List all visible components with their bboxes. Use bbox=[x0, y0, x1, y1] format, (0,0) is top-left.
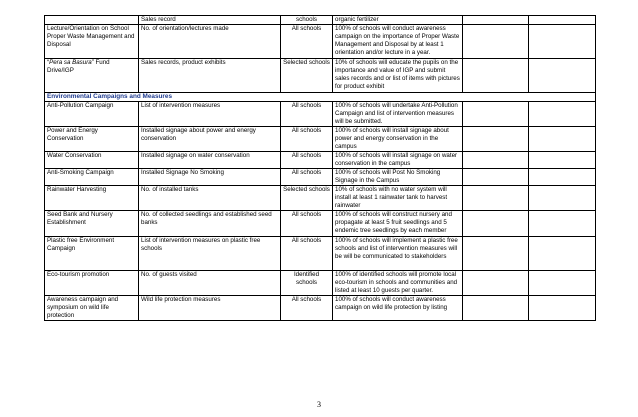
empty-cell bbox=[463, 152, 529, 169]
empty-cell bbox=[529, 186, 596, 211]
empty-cell bbox=[529, 25, 596, 59]
selection-cell: All schools bbox=[281, 102, 333, 127]
activity-italic: Pera sa Basura bbox=[49, 59, 92, 66]
empty-cell bbox=[529, 237, 596, 271]
empty-cell bbox=[529, 271, 596, 296]
open-quote: “ bbox=[47, 59, 50, 66]
table-row bbox=[45, 127, 596, 152]
selection-cell: All schools bbox=[281, 237, 333, 271]
activity-cell: Water Conservation bbox=[45, 152, 139, 169]
target-cell: 100% of schools will construct nursery and propagate at least 5 fruit seedlings and 5 endemic tree seedlings by each member bbox=[333, 211, 463, 237]
target-cell: 10% of schools with no water system will install at least 1 rainwater tank to harvest rainwater bbox=[333, 186, 463, 211]
table-row bbox=[45, 169, 596, 186]
mov-cell: No. of collected seedlings and established seed banks bbox=[139, 211, 281, 237]
target-cell: 100% of schools will install signage about power and energy conservation in the campus bbox=[333, 127, 463, 152]
empty-cell bbox=[463, 102, 529, 127]
activity-cell: Lecture/Orientation on School Proper Waste Management and Disposal bbox=[45, 25, 139, 59]
empty-cell bbox=[463, 59, 529, 93]
table-row bbox=[45, 237, 596, 271]
activity-table bbox=[44, 15, 596, 321]
activity-cell: Awareness campaign and symposium on wild life protection bbox=[45, 296, 139, 321]
activity-cell: Anti-Pollution Campaign bbox=[45, 102, 139, 127]
mov-cell: No. of orientation/lectures made bbox=[139, 25, 281, 59]
target-cell: organic fertilizer bbox=[333, 16, 463, 25]
selection-cell: Selected schools bbox=[281, 186, 333, 211]
table-row bbox=[45, 16, 596, 25]
empty-cell bbox=[529, 127, 596, 152]
section-row bbox=[45, 93, 596, 102]
activity-cell: Power and Energy Conservation bbox=[45, 127, 139, 152]
empty-cell bbox=[529, 169, 596, 186]
empty-cell bbox=[463, 25, 529, 59]
empty-cell bbox=[463, 127, 529, 152]
selection-cell: Identified schools bbox=[281, 271, 333, 296]
table-row bbox=[45, 59, 596, 93]
section-heading: Environmental Campaigns and Measures bbox=[45, 93, 596, 102]
mov-cell: Sales record bbox=[139, 16, 281, 25]
selection-cell: Selected schools bbox=[281, 59, 333, 93]
activity-cell bbox=[45, 59, 139, 93]
mov-cell: No. of installed tanks bbox=[139, 186, 281, 211]
table-row bbox=[45, 25, 596, 59]
empty-cell bbox=[529, 211, 596, 237]
empty-cell bbox=[529, 102, 596, 127]
empty-cell bbox=[463, 186, 529, 211]
selection-cell: All schools bbox=[281, 211, 333, 237]
empty-cell bbox=[529, 16, 596, 25]
page-number: 3 bbox=[317, 400, 321, 409]
selection-cell: All schools bbox=[281, 169, 333, 186]
activity-cell: Seed Bank and Nursery Establishment bbox=[45, 211, 139, 237]
table-row bbox=[45, 102, 596, 127]
table-row bbox=[45, 296, 596, 321]
mov-cell: Wild life protection measures bbox=[139, 296, 281, 321]
activity-cell bbox=[45, 16, 139, 25]
table-row bbox=[45, 271, 596, 296]
empty-cell bbox=[529, 152, 596, 169]
selection-cell: All schools bbox=[281, 127, 333, 152]
target-cell: 100% of schools will conduct awareness campaign on wild life protection by listing bbox=[333, 296, 463, 321]
mov-cell: Sales records, product exhibits bbox=[139, 59, 281, 93]
empty-cell bbox=[529, 59, 596, 93]
selection-cell: schools bbox=[281, 16, 333, 25]
target-cell: 100% of identified schools will promote local eco-tourism in schools and communities and listed at least 10 guests per quarter. bbox=[333, 271, 463, 296]
target-cell: 100% of schools will undertake Anti-Pollution Campaign and list of intervention measures will be submitted. bbox=[333, 102, 463, 127]
empty-cell bbox=[463, 169, 529, 186]
selection-cell: All schools bbox=[281, 296, 333, 321]
activity-rest: Fund Drive/IGP bbox=[47, 59, 110, 74]
target-cell: 100% of schools will implement a plastic free schools and list of intervention measures will be will be communicated to stakeholders bbox=[333, 237, 463, 271]
empty-cell bbox=[529, 296, 596, 321]
mov-cell: Installed Signage No Smoking bbox=[139, 169, 281, 186]
target-cell: 10% of schools will educate the pupils on the importance and value of IGP and submit sales records and or list of items with pictures for product exhibit bbox=[333, 59, 463, 93]
table-row bbox=[45, 152, 596, 169]
empty-cell bbox=[463, 237, 529, 271]
target-cell: 100% of schools will conduct awareness campaign on the importance of Proper Waste Management and Disposal by at least 1 orientation and/or lecture in a year. bbox=[333, 25, 463, 59]
target-cell: 100% of schools will install signage on water conservation in the campus bbox=[333, 152, 463, 169]
empty-cell bbox=[463, 16, 529, 25]
empty-cell bbox=[463, 211, 529, 237]
empty-cell bbox=[463, 271, 529, 296]
empty-cell bbox=[463, 296, 529, 321]
mov-cell: Installed signage about power and energy conservation bbox=[139, 127, 281, 152]
activity-cell: Rainwater Harvesting bbox=[45, 186, 139, 211]
table-row bbox=[45, 186, 596, 211]
target-cell: 100% of schools will Post No Smoking Signage in the Campus bbox=[333, 169, 463, 186]
mov-cell: Installed signage on water conservation bbox=[139, 152, 281, 169]
mov-cell: List of intervention measures on plastic free schools bbox=[139, 237, 281, 271]
activity-cell: Eco-tourism promotion bbox=[45, 271, 139, 296]
activity-cell: Anti-Smoking Campaign bbox=[45, 169, 139, 186]
close-quote: ” bbox=[91, 59, 94, 66]
selection-cell: All schools bbox=[281, 25, 333, 59]
selection-cell: All schools bbox=[281, 152, 333, 169]
mov-cell: No. of guests visited bbox=[139, 271, 281, 296]
activity-cell: Plastic free Environment Campaign bbox=[45, 237, 139, 271]
mov-cell: List of intervention measures bbox=[139, 102, 281, 127]
table-row bbox=[45, 211, 596, 237]
